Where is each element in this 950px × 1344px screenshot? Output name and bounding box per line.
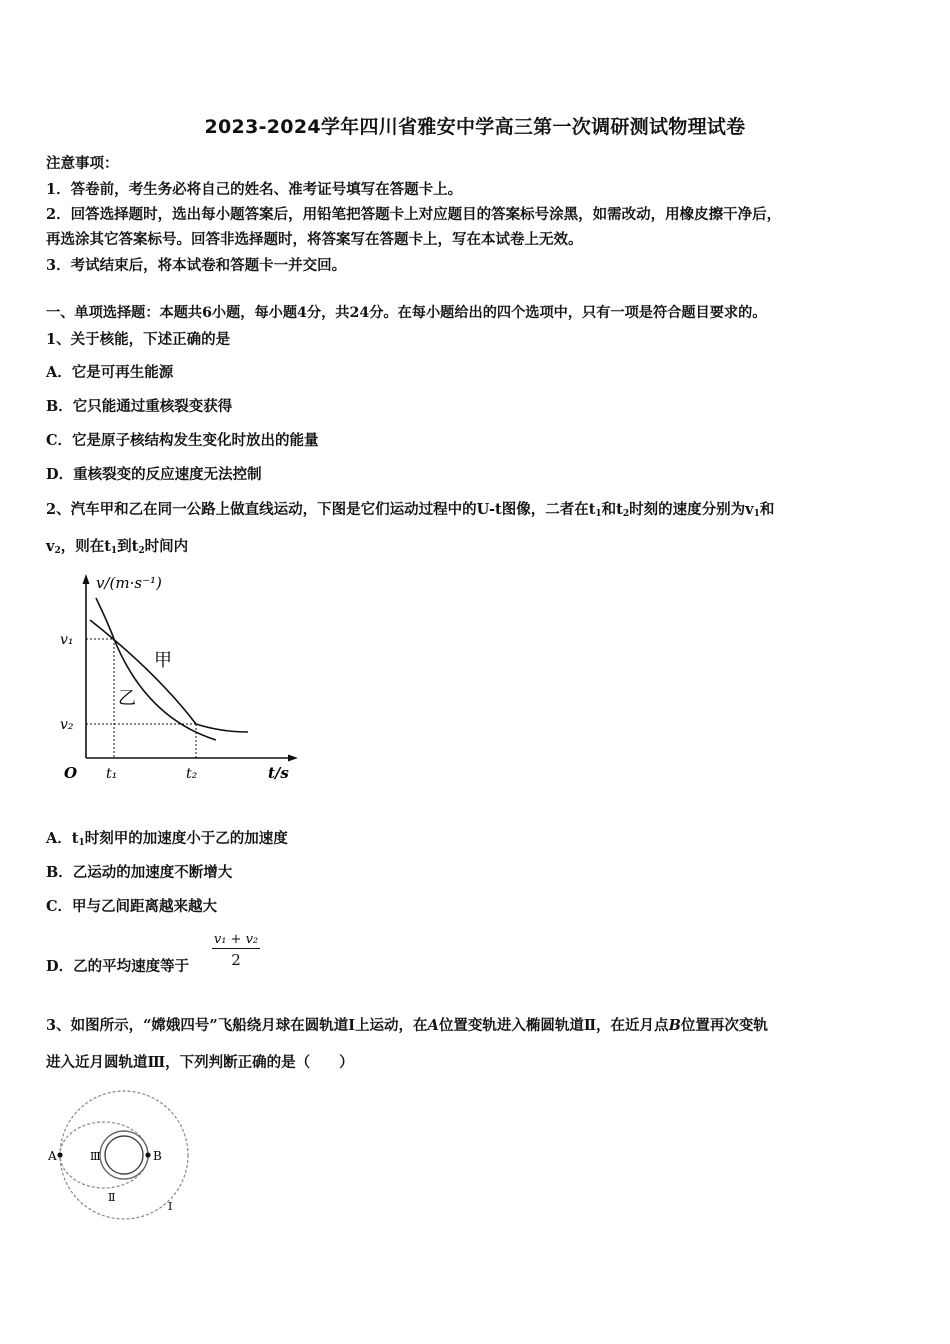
section-heading: 一、单项选择题：本题共6小题，每小题4分，共24分。在每小题给出的四个选项中，只有一项是符合题目要求的。 [46,305,767,321]
q2-option-c: C．甲与乙间距离越来越大 [46,898,218,915]
moon [105,1136,143,1174]
point-b-marker [145,1152,150,1157]
curve-jia-label: 甲 [154,650,172,671]
point-a-marker [57,1152,62,1157]
notice-item: 再选涂其它答案标号。回答非选择题时，将答案写在答题卡上，写在本试卷上无效。 [46,231,583,248]
x-axis-label: t/s [268,764,289,782]
t2-label: t₂ [186,766,198,782]
orbit-diagram [40,1086,200,1222]
notice-item: 2．回答选择题时，选出每小题答案后，用铅笔把答题卡上对应题目的答案标号涂黑，如需改动，用橡皮擦干净后， [46,206,782,223]
notice-heading: 注意事项： [46,155,119,172]
q1-option-d: D．重核裂变的反应速度无法控制 [46,466,262,483]
page-title: 2023-2024学年四川省雅安中学高三第一次调研测试物理试卷 [204,116,746,138]
label-III: Ⅲ [90,1150,101,1163]
label-I: Ⅰ [168,1200,173,1213]
question-1-stem: 1、关于核能，下述正确的是 [46,331,231,348]
q1-option-b: B．它只能通过重核裂变获得 [46,398,233,415]
q2-option-d: D．乙的平均速度等于 [46,958,190,975]
curve-yi-label: 乙 [118,688,136,709]
q1-option-a: A．它是可再生能源 [46,364,174,381]
question-2-stem-cont: $v_2$，则在$t_1$到$t_2$时间内 [46,538,189,556]
origin-label: O [64,764,78,782]
label-b: B [153,1149,162,1163]
q2-option-b: B．乙运动的加速度不断增大 [46,864,233,881]
fraction-denominator: 2 [231,951,241,969]
question-2-stem: 2、汽车甲和乙在同一公路上做直线运动，下图是它们运动过程中的U-t图像，二者在$t_1$和$t_2$时刻的速度分别为$v_1$和 [46,501,775,519]
orbit-III [100,1131,148,1179]
question-3-stem-cont: 进入近月圆轨道Ⅲ，下列判断正确的是（ ） [46,1054,354,1071]
velocity-time-graph [56,568,306,786]
fraction-numerator: v₁ + v₂ [213,932,259,947]
y-axis-label: v/(m·s⁻¹) [96,574,162,592]
orbit-II [60,1122,148,1188]
question-3-stem: 3、如图所示，“嫦娥四号”飞船绕月球在圆轨道Ⅰ上运动，在A位置变轨进入椭圆轨道Ⅱ，在近月点B位置再次变轨 [46,1017,768,1034]
average-velocity-fraction [212,932,260,969]
notice-item: 1．答卷前，考生务必将自己的姓名、准考证号填写在答题卡上。 [46,181,463,198]
label-a: A [48,1149,57,1163]
notice-item: 3．考试结束后，将本试卷和答题卡一并交回。 [46,257,347,274]
q1-option-c: C．它是原子核结构发生变化时放出的能量 [46,432,319,449]
t1-label: t₁ [106,766,118,782]
label-II: Ⅱ [108,1191,116,1204]
q2-option-a: A．$t_1$时刻甲的加速度小于乙的加速度 [46,830,288,848]
v1-label: v₁ [60,632,74,648]
v2-label: v₂ [60,717,74,733]
